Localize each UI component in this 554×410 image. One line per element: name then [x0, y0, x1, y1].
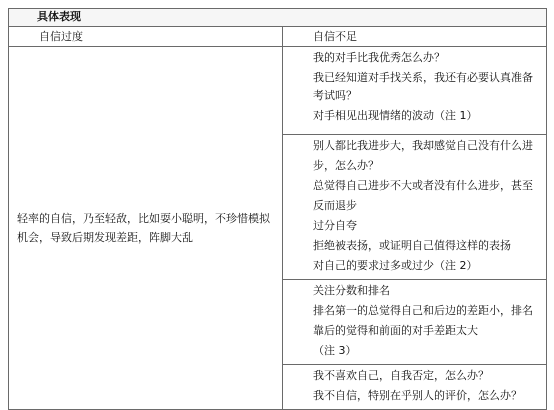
group1-line3: 对手相见出现情绪的波动（注 1） — [313, 109, 478, 122]
group2-line5: 对自己的要求过多或过少（注 2） — [313, 259, 478, 272]
group1-line1: 我的对手比我优秀怎么办？ — [313, 51, 445, 64]
right-group-3 — [283, 280, 547, 365]
col-header-overconfidence: 自信过度 — [9, 27, 283, 47]
right-group-1 — [283, 47, 547, 135]
group2-line2: 总觉得自己进步不大或者没有什么进步，甚至反而退步 — [313, 179, 533, 212]
col-header-underconfidence: 自信不足 — [283, 27, 547, 47]
right-group-4 — [283, 365, 547, 410]
table-title: 具体表现 — [9, 9, 547, 27]
expression-table — [8, 8, 547, 410]
group3-line3: （注 3） — [313, 344, 357, 357]
group2-line4: 拒绝被表扬，或证明自己值得这样的表扬 — [313, 239, 511, 252]
group4-line2: 我不自信，特别在乎别人的评价，怎么办？ — [313, 389, 522, 402]
group1-line2: 我已经知道对手找关系，我还有必要认真准备考试吗？ — [313, 71, 533, 102]
group3-line1: 关注分数和排名 — [313, 284, 390, 297]
group4-line1: 我不喜欢自己，自我否定，怎么办？ — [313, 369, 489, 382]
group2-line3: 过分自夸 — [313, 219, 357, 232]
overconfidence-description: 轻率的自信，乃至轻敌，比如耍小聪明，不珍惜模拟机会，导致后期发现差距，阵脚大乱 — [9, 47, 283, 410]
right-group-2 — [283, 135, 547, 280]
group2-line1: 别人都比我进步大，我却感觉自己没有什么进步，怎么办？ — [313, 139, 533, 172]
group3-line2: 排名第一的总觉得自己和后边的差距小，排名靠后的觉得和前面的对手差距太大 — [313, 304, 533, 337]
